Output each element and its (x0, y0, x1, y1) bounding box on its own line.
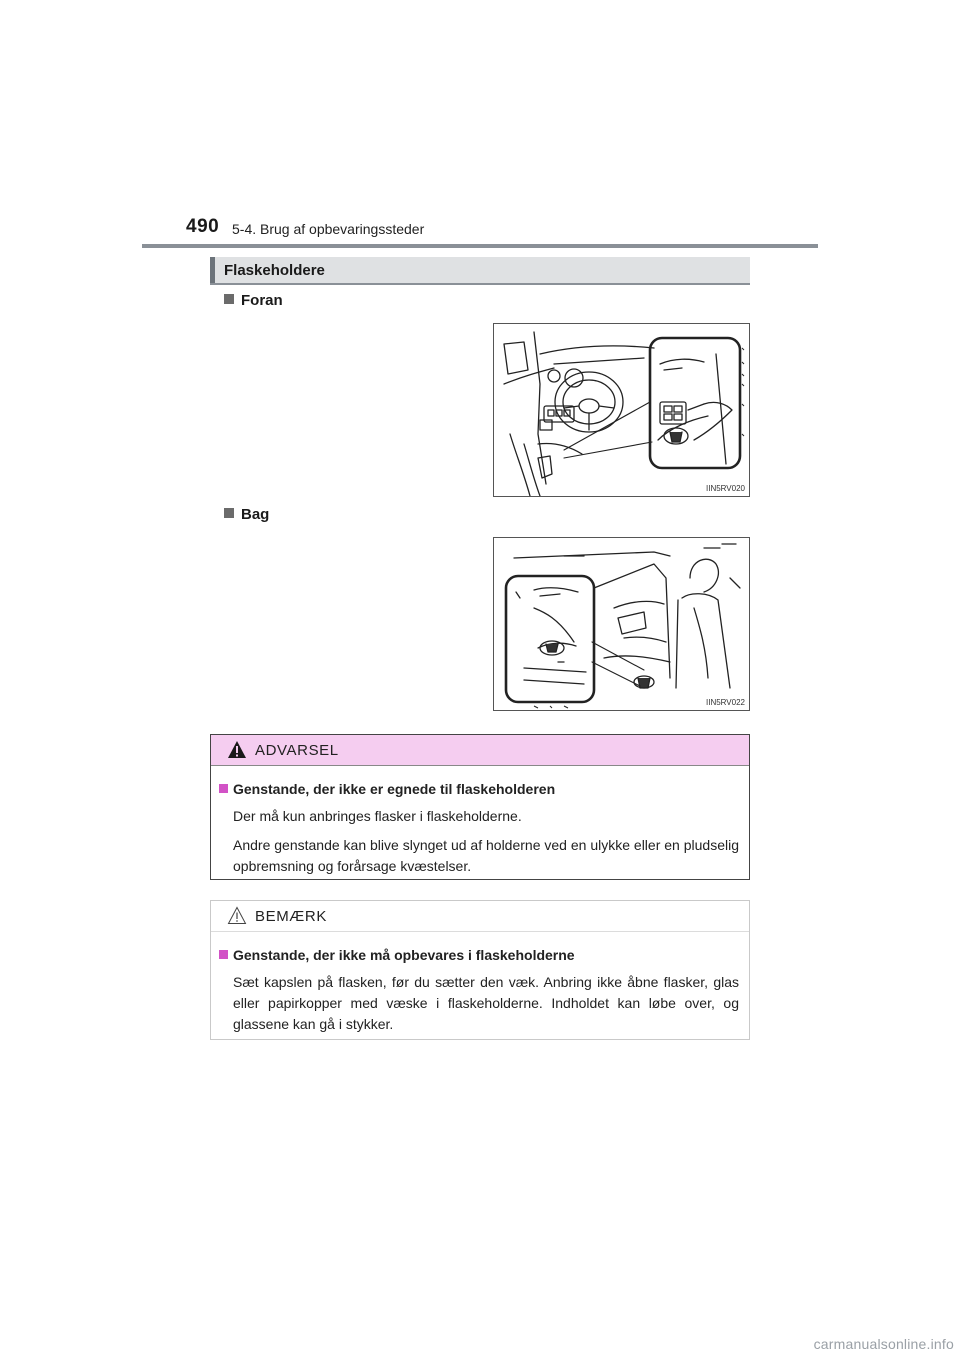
notice-paragraph: Sæt kapslen på flasken, før du sætter den væk. Anbring ikke åbne flasker, glas eller papirkopper med væske i flaskeholderne. Indholdet kan løbe over, og glassene kan gå i stykker. (233, 974, 739, 1032)
warning-heading (219, 779, 739, 800)
notice-heading-text: Genstande, der ikke må opbevares i flaskeholderne (233, 947, 575, 963)
notice-header (211, 901, 749, 932)
subheading-rear (224, 506, 269, 523)
warning-body (211, 766, 749, 889)
subheading-front (224, 292, 283, 309)
warning-paragraph: Andre genstande kan blive slynget ud af holderne ved en ulykke eller en pludselig opbremsning og forårsage kvæstelser. (233, 837, 739, 874)
warning-label: ADVARSEL (255, 742, 339, 759)
warning-header (211, 735, 749, 766)
header-rule (142, 244, 818, 248)
warning-triangle-icon (227, 740, 247, 759)
figure-front-cup-holders (493, 323, 750, 497)
front-dashboard-illustration (494, 324, 750, 497)
square-bullet-icon (219, 784, 228, 793)
warning-heading-text: Genstande, der ikke er egnede til flaskeholderen (233, 781, 556, 797)
page-number: 490 (186, 216, 220, 237)
watermark: carmanualsonline.info (813, 1336, 954, 1352)
section-title: Flaskeholdere (224, 262, 325, 279)
subheading-front-text: Foran (241, 292, 283, 309)
notice-triangle-icon (227, 906, 247, 925)
warning-paragraph: Der må kun anbringes flasker i flaskeholderne. (233, 808, 522, 824)
figure-rear-cup-holders (493, 537, 750, 711)
rear-door-illustration (494, 538, 750, 711)
running-title: 5-4. Brug af opbevaringssteder (232, 221, 425, 237)
subheading-rear-text: Bag (241, 506, 270, 523)
square-bullet-icon (224, 508, 234, 518)
square-bullet-icon (224, 294, 234, 304)
notice-box (210, 900, 750, 1040)
notice-heading (219, 945, 739, 966)
figure-code-rear: IIN5RV022 (706, 698, 745, 707)
notice-body (211, 932, 749, 1047)
warning-box (210, 734, 750, 880)
square-bullet-icon (219, 950, 228, 959)
notice-label: BEMÆRK (255, 908, 327, 925)
figure-code-front: IIN5RV020 (706, 484, 745, 493)
